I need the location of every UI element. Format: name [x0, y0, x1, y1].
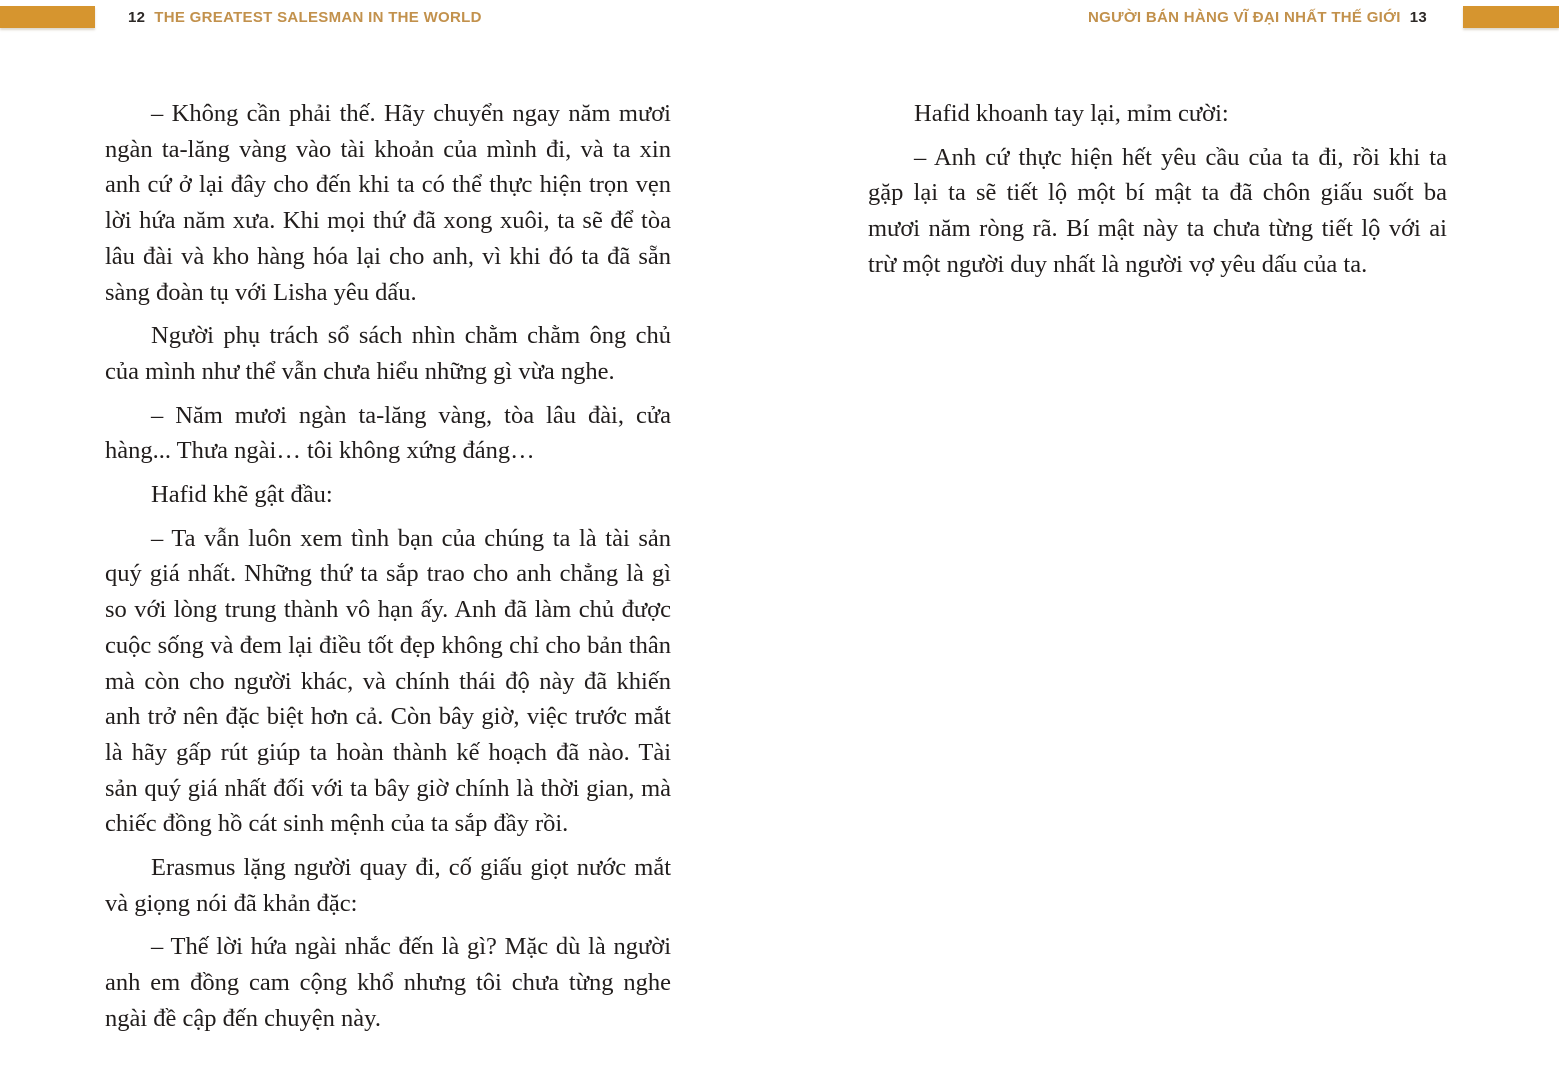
- paragraph: – Anh cứ thực hiện hết yêu cầu của ta đi, rồi khi ta gặp lại ta sẽ tiết lộ một bí mật ta đã chôn giấu suốt ba mươi năm ròng rã. Bí mật này ta chưa từng tiết lộ với ai trừ một người duy nhất là người vợ yêu dấu của ta.: [868, 143, 1447, 278]
- paragraph: Hafid khoanh tay lại, mỉm cười:: [914, 100, 1229, 127]
- right-page-text-column: [868, 96, 1447, 291]
- paragraph: – Thế lời hứa ngài nhắc đến là gì? Mặc dù là người anh em đồng cam cộng khổ nhưng tôi chưa từng nghe ngài đề cập đến chuyện này.: [105, 933, 671, 1032]
- paragraph: Người phụ trách sổ sách nhìn chằm chằm ông chủ của mình như thể vẫn chưa hiểu những gì vừa nghe.: [105, 322, 671, 385]
- accent-bar-right: [1463, 6, 1559, 28]
- paragraph: Hafid khẽ gật đầu:: [151, 481, 333, 509]
- running-head-left: [128, 7, 482, 29]
- paragraph: – Năm mươi ngàn ta-lăng vàng, tòa lâu đài, cửa hàng... Thưa ngài… tôi không xứng đáng…: [105, 401, 671, 465]
- running-head-right: [1088, 7, 1427, 29]
- page-number-right: 13: [1409, 9, 1427, 26]
- page-number-left: 12: [128, 9, 146, 26]
- paragraph: – Không cần phải thế. Hãy chuyển ngay năm mươi ngàn ta-lăng vàng vào tài khoản của mình đi, và ta xin anh cứ ở lại đây cho đến khi ta có thể thực hiện trọn vẹn lời hứa năm xưa. Khi mọi thứ đã xong xuôi, ta sẽ để tòa lâu đài và kho hàng hóa lại cho anh, vì khi đó ta đã sẵn sàng đoàn tụ với Lisha yêu dấu.: [105, 100, 671, 306]
- paragraph: Erasmus lặng người quay đi, cố giấu giọt nước mắt và giọng nói đã khản đặc:: [105, 854, 671, 917]
- left-page-text-column: [105, 96, 671, 1045]
- accent-bar-left: [0, 6, 95, 28]
- paragraph: – Ta vẫn luôn xem tình bạn của chúng ta là tài sản quý giá nhất. Những thứ ta sắp trao cho anh chẳng là gì so với lòng trung thành vô hạn ấy. Anh đã làm chủ được cuộc sống và đem lại điều tốt đẹp không chỉ cho bản thân mà còn cho người khác, và chính thái độ này đã khiến anh trở nên đặc biệt hơn cả. Còn bây giờ, việc trước mắt là hãy gấp rút giúp ta hoàn thành kế hoạch đã nào. Tài sản quý giá nhất đối với ta bây giờ chính là thời gian, mà chiếc đồng hồ cát sinh mệnh của ta sắp đầy rồi.: [105, 524, 671, 838]
- running-title-right: NGƯỜI BÁN HÀNG VĨ ĐẠI NHẤT THẾ GIỚI: [1087, 9, 1401, 26]
- running-title-left: THE GREATEST SALESMAN IN THE WORLD: [154, 9, 482, 26]
